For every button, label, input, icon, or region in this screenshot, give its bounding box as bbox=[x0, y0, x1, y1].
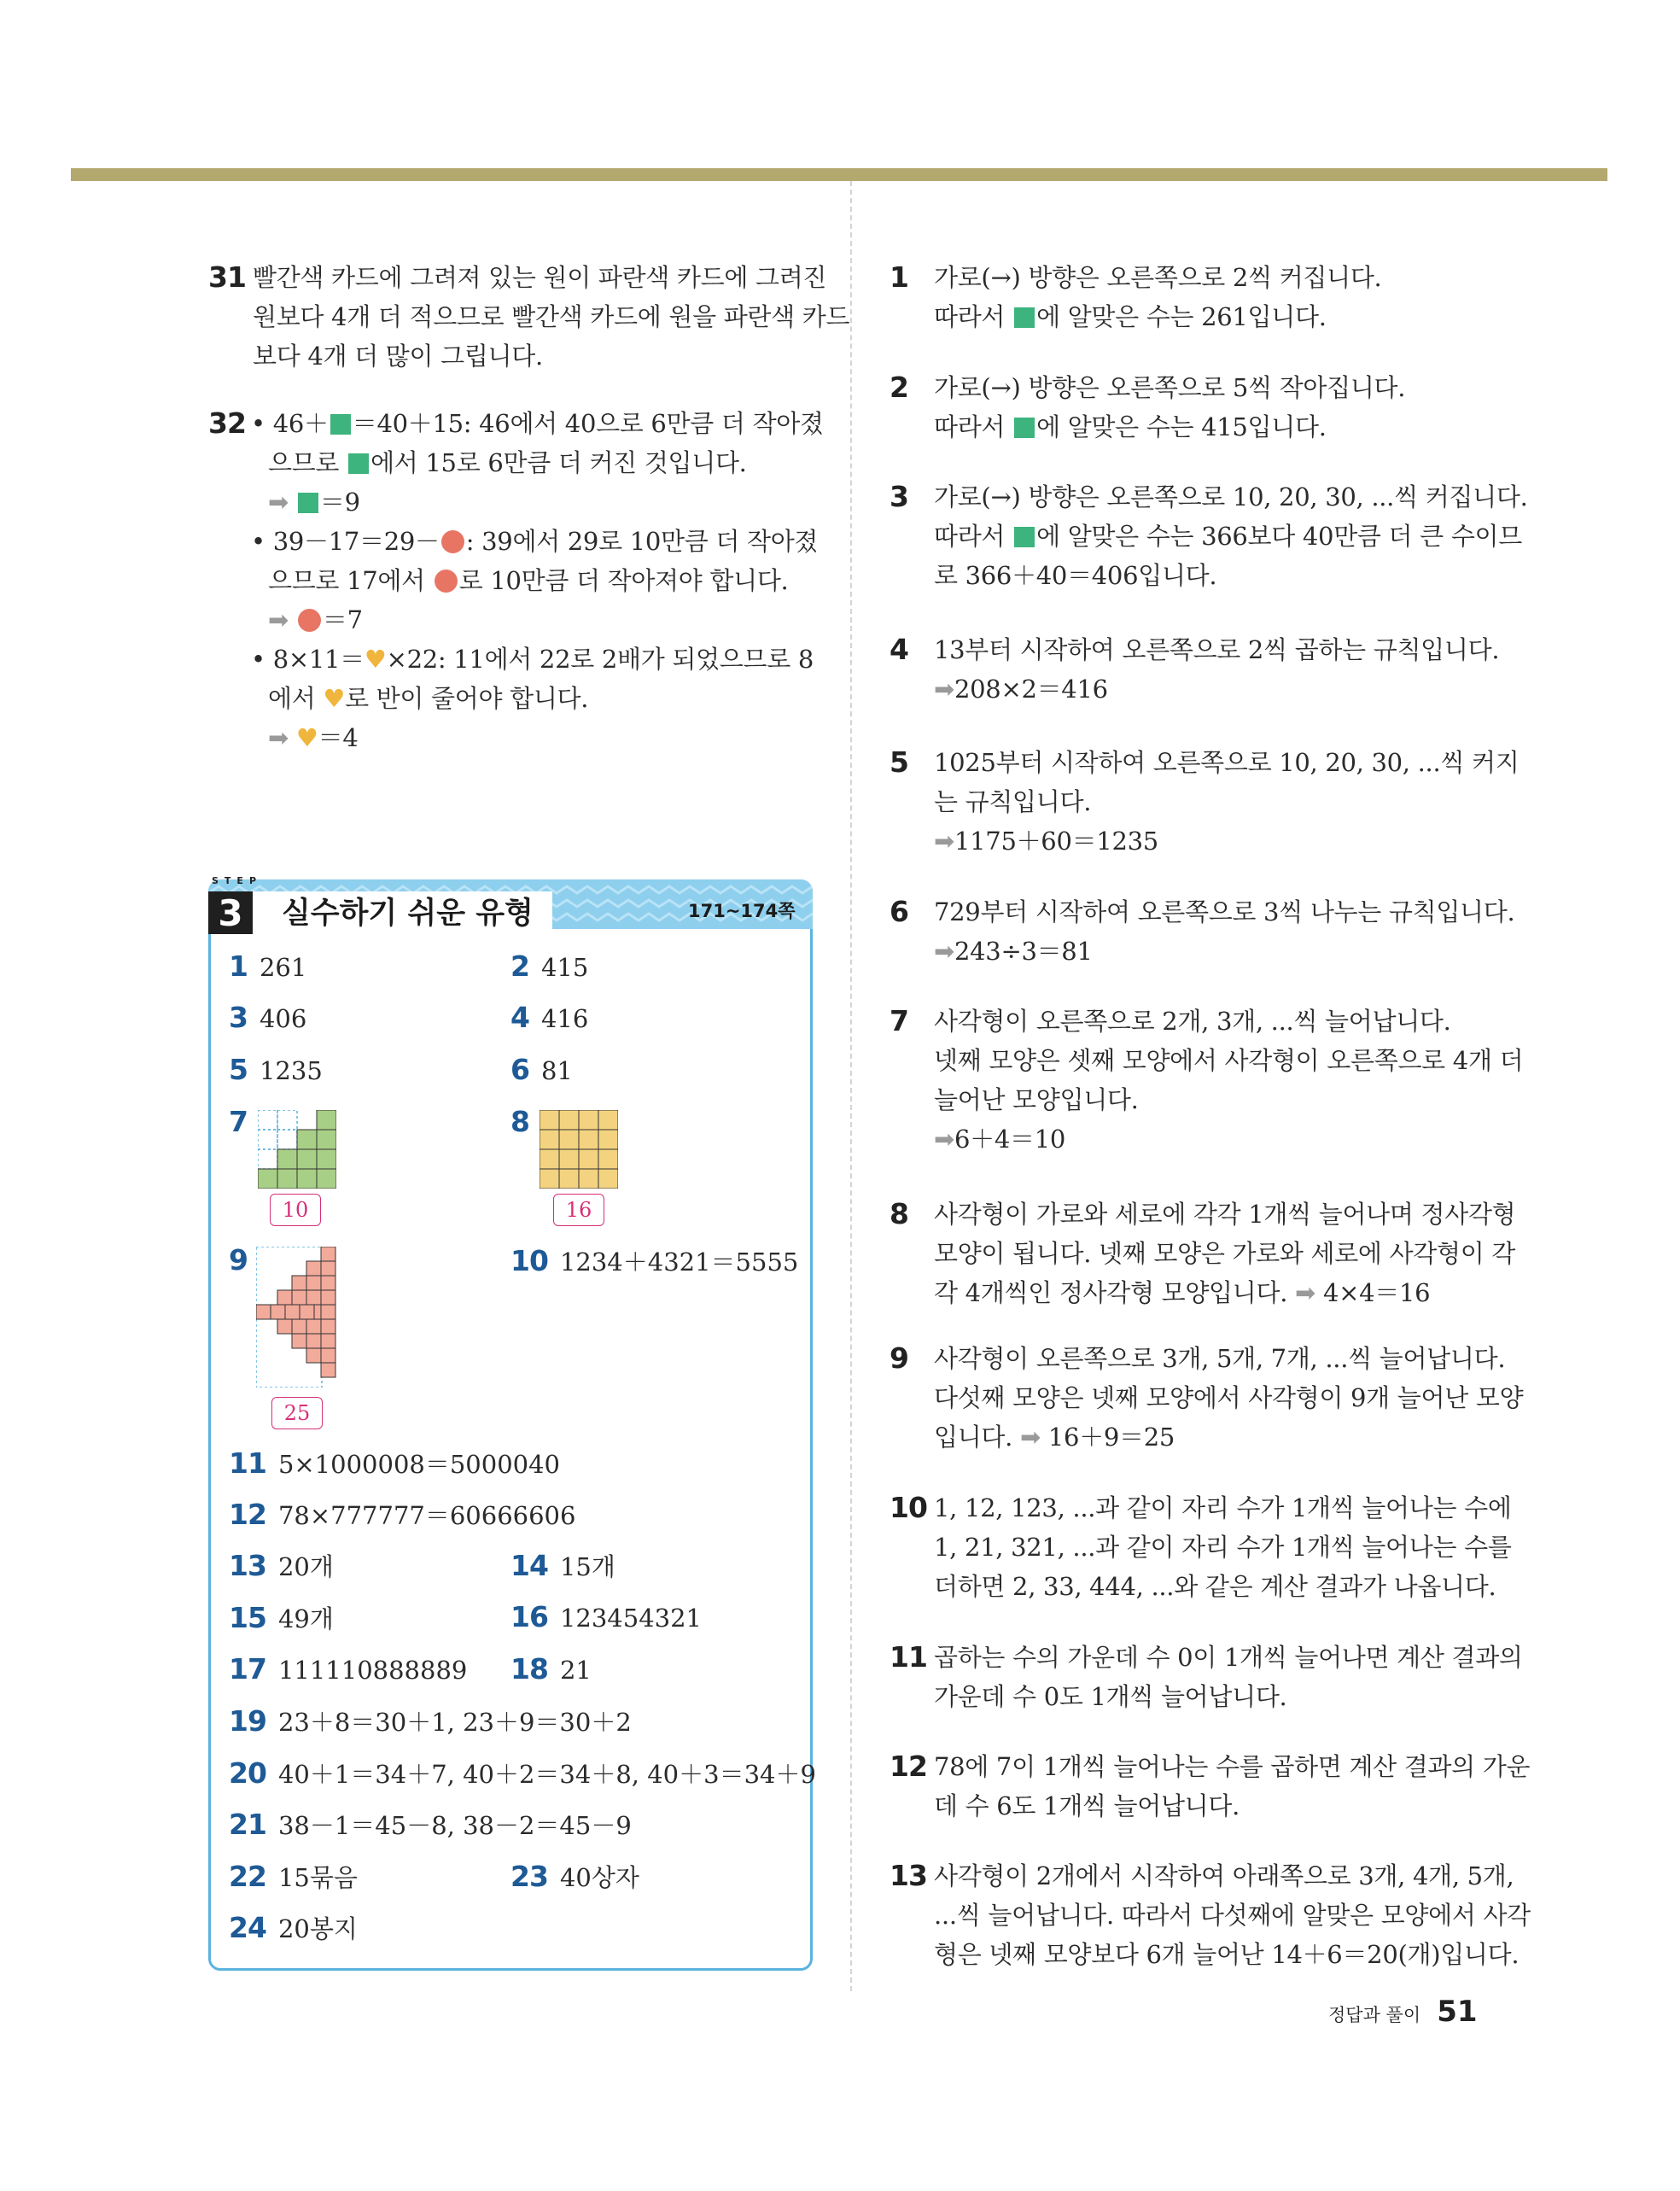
question-31 bbox=[208, 258, 850, 377]
answer-item: 1 261 bbox=[229, 949, 307, 983]
answer-item: 5 1235 bbox=[229, 1053, 323, 1086]
arrow-icon: ➡ bbox=[1295, 1278, 1316, 1307]
answer-item: 21 38－1＝45－8, 38－2＝45－9 bbox=[229, 1808, 632, 1841]
green-square-icon bbox=[1014, 527, 1035, 547]
answer-item: 11 5×1000008＝5000040 bbox=[229, 1446, 560, 1480]
solution-8: 8 사각형이 가로와 세로에 각각 1개씩 늘어나며 정사각형 모양이 됩니다. 넷째 모양은 가로와 세로에 사각형이 각 각 4개씩인 정사각형 모양입니다. ➡ 4×4＝16 bbox=[890, 1197, 1516, 1307]
footer-label: 정답과 풀이 bbox=[1328, 2005, 1421, 2025]
arrow-icon: ➡ bbox=[268, 488, 289, 517]
solution-2: 2 가로(→) 방향은 오른쪽으로 5씩 작아집니다. 따라서 에 알맞은 수는 415입니다. bbox=[890, 371, 1406, 441]
green-square-icon bbox=[1014, 418, 1035, 438]
bullet-line: • 46＋ ＝40＋15: 46에서 40으로 6만큼 더 작아졌 bbox=[251, 409, 824, 438]
answer-item: 20 40＋1＝34＋7, 40＋2＝34＋8, 40＋3＝34＋9 bbox=[229, 1756, 816, 1790]
red-circle-icon bbox=[441, 530, 464, 553]
answer-item: 24 20봉지 bbox=[229, 1911, 358, 1944]
solution-5: 5 1025부터 시작하여 오른쪽으로 10, 20, 30, ...씩 커지 는 규칙입니다. ➡1175＋60＝1235 bbox=[890, 745, 1520, 856]
answer-item: 14 15개 bbox=[510, 1549, 615, 1582]
answer-item: 9 bbox=[229, 1243, 248, 1277]
solution-1: 1 가로(→) 방향은 오른쪽으로 2씩 커집니다. 따라서 에 알맞은 수는 261입니다. bbox=[890, 260, 1382, 331]
answer-item: 2 415 bbox=[510, 949, 589, 983]
answer-item: 15 49개 bbox=[229, 1601, 334, 1634]
heart-icon: ♥ bbox=[323, 684, 346, 713]
step-label: STEP bbox=[212, 875, 263, 886]
green-square-icon bbox=[298, 493, 318, 513]
result-line: ➡ ♥＝4 bbox=[268, 723, 359, 752]
arrow-icon: ➡ bbox=[268, 723, 289, 752]
answer-item: 3 406 bbox=[229, 1001, 307, 1034]
bullet-line: • 39－17＝29－ : 39에서 29로 10만큼 더 작아졌 bbox=[251, 527, 819, 556]
result-line: ➡ ＝9 bbox=[268, 488, 360, 517]
answer-box: 10 bbox=[270, 1194, 321, 1226]
heart-icon: ♥ bbox=[364, 645, 387, 674]
solution-9: 9 사각형이 오른쪽으로 3개, 5개, 7개, ...씩 늘어납니다. 다섯째 모양은 넷째 모양에서 사각형이 9개 늘어난 모양 입니다. ➡ 16＋9＝25 bbox=[890, 1341, 1524, 1452]
green-square-icon bbox=[1014, 307, 1035, 328]
solution-6: 6 729부터 시작하여 오른쪽으로 3씩 나누는 규칙입니다. ➡243÷3＝81 bbox=[890, 895, 1515, 966]
solution-7: 7 사각형이 오른쪽으로 2개, 3개, ...씩 늘어납니다. 넷째 모양은 셋째 모양에서 사각형이 오른쪽으로 4개 더 늘어난 모양입니다. ➡6＋4＝10 bbox=[890, 1004, 1524, 1154]
step-number: 3 bbox=[208, 891, 253, 934]
page-number: 51 bbox=[1437, 1995, 1478, 2029]
answer-item: 18 21 bbox=[510, 1652, 592, 1686]
arrow-icon: ➡ bbox=[934, 1125, 954, 1154]
answer-item: 17 111110888889 bbox=[229, 1652, 468, 1686]
text-line: 으므로 17에서 로 10만큼 더 작아져야 합니다. bbox=[268, 566, 789, 595]
answer-item: 6 81 bbox=[510, 1053, 573, 1086]
green-square-icon bbox=[330, 414, 351, 435]
question-number: 32 bbox=[208, 406, 246, 440]
red-circle-icon bbox=[298, 609, 321, 632]
answer-item: 23 40상자 bbox=[510, 1860, 639, 1893]
answer-item: 16 123454321 bbox=[510, 1600, 702, 1633]
heart-icon: ♥ bbox=[295, 723, 318, 752]
solution-11: 11 곱하는 수의 가운데 수 0이 1개씩 늘어나면 계산 결과의 가운데 수 0도 1개씩 늘어납니다. bbox=[890, 1640, 1523, 1711]
answer-item: 22 15묶음 bbox=[229, 1860, 358, 1893]
text-line: 원보다 4개 더 적으므로 빨간색 카드에 원을 파란색 카드 bbox=[253, 302, 850, 331]
solution-4: 4 13부터 시작하여 오른쪽으로 2씩 곱하는 규칙입니다. ➡208×2＝416 bbox=[890, 633, 1500, 704]
bullet-line: • 8×11＝♥×22: 11에서 22로 2배가 되었으므로 8 bbox=[251, 645, 814, 674]
column-divider bbox=[850, 181, 852, 1991]
question-32 bbox=[208, 404, 824, 754]
arrow-icon: ➡ bbox=[1019, 1423, 1041, 1452]
step-page-range: 171~174쪽 bbox=[688, 901, 796, 921]
answer-item: 7 bbox=[229, 1105, 248, 1138]
arrow-icon: ➡ bbox=[934, 675, 954, 704]
text-line: 으므로 에서 15로 6만큼 더 커진 것입니다. bbox=[268, 448, 747, 477]
triangle-figure bbox=[256, 1247, 337, 1388]
solution-13: 13 사각형이 2개에서 시작하여 아래쪽으로 3개, 4개, 5개, ...씩 늘어납니다. 따라서 다섯째에 알맞은 모양에서 사각 형은 넷째 모양보다 6개 늘어난 14＋6＝20(개)입니다. bbox=[890, 1859, 1531, 1969]
answer-item: 4 416 bbox=[510, 1001, 589, 1034]
green-square-icon bbox=[348, 453, 369, 474]
text-line: 보다 4개 더 많이 그립니다. bbox=[253, 342, 543, 371]
staircase-figure bbox=[258, 1110, 336, 1189]
answer-box: 25 bbox=[271, 1397, 323, 1429]
step-title: 실수하기 쉬운 유형 bbox=[253, 891, 552, 934]
text-line: 에서 ♥로 반이 줄어야 합니다. bbox=[268, 684, 589, 713]
text-line: 빨간색 카드에 그려져 있는 원이 파란색 카드에 그려진 bbox=[253, 263, 827, 292]
square-grid-figure bbox=[540, 1110, 618, 1189]
arrow-icon: ➡ bbox=[268, 605, 289, 634]
question-number: 31 bbox=[208, 260, 246, 294]
answer-item: 13 20개 bbox=[229, 1549, 334, 1582]
arrow-icon: ➡ bbox=[934, 827, 954, 856]
solution-12: 12 78에 7이 1개씩 늘어나는 수를 곱하면 계산 결과의 가운 데 수 6도 1개씩 늘어납니다. bbox=[890, 1750, 1531, 1820]
red-circle-icon bbox=[435, 570, 458, 593]
answer-item: 8 bbox=[510, 1105, 529, 1138]
result-line: ➡ ＝7 bbox=[268, 605, 363, 634]
header-rule bbox=[71, 168, 1607, 181]
solution-10: 10 1, 12, 123, ...과 같이 자리 수가 1개씩 늘어나는 수에 1, 21, 321, ...과 같이 자리 수가 1개씩 늘어나는 수를 더하면 2, 33, 444, ...와 같은 계산 결과가 나옵니다. bbox=[890, 1491, 1512, 1601]
solution-3: 3 가로(→) 방향은 오른쪽으로 10, 20, 30, ...씩 커집니다. 따라서 에 알맞은 수는 366보다 40만큼 더 큰 수이므 로 366＋40＝406입니다. bbox=[890, 480, 1528, 590]
answer-item: 12 78×777777＝60666606 bbox=[229, 1498, 576, 1531]
arrow-icon: ➡ bbox=[934, 937, 954, 966]
answer-box: 16 bbox=[553, 1194, 604, 1226]
answer-item: 19 23＋8＝30＋1, 23＋9＝30＋2 bbox=[229, 1704, 632, 1738]
page-footer bbox=[1328, 1995, 1478, 2029]
answer-item: 10 1234＋4321＝5555 bbox=[510, 1244, 799, 1277]
